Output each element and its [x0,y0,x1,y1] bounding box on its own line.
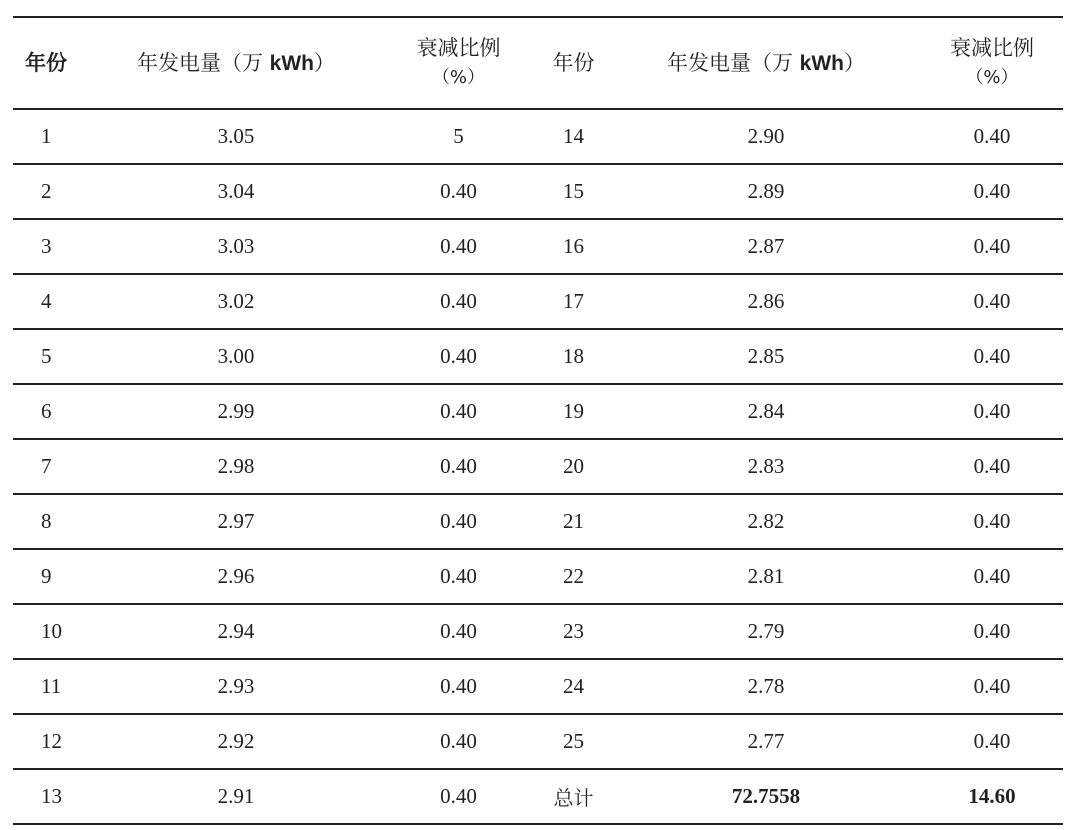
table-row [13,769,1063,824]
year-a-cell: 3 [13,219,91,274]
power-a-cell: 2.98 [91,439,381,494]
power-b-cell: 2.86 [611,274,921,329]
year-b-cell: 18 [536,329,611,384]
year-b-cell: 19 [536,384,611,439]
decay-a-cell: 0.40 [381,439,536,494]
year-a-cell: 9 [13,549,91,604]
power-b-cell: 2.78 [611,659,921,714]
power-a-cell: 3.03 [91,219,381,274]
power-a-cell: 2.96 [91,549,381,604]
year-b-cell: 22 [536,549,611,604]
year-a-cell: 6 [13,384,91,439]
year-b-cell: 20 [536,439,611,494]
table-row [13,329,1063,384]
power-b-cell: 2.84 [611,384,921,439]
power-b-cell: 2.89 [611,164,921,219]
header-power-a-suffix: ） [314,50,335,75]
power-b-cell: 2.85 [611,329,921,384]
header-decay-b-line2: （%） [965,67,1019,88]
header-decay-a-line2: （%） [431,67,486,88]
power-b-cell: 2.87 [611,219,921,274]
decay-b-cell: 0.40 [921,274,1063,329]
decay-a-cell: 0.40 [381,549,536,604]
decay-b-cell: 0.40 [921,604,1063,659]
decay-b-cell: 0.40 [921,659,1063,714]
table-row [13,439,1063,494]
power-a-cell: 2.92 [91,714,381,769]
header-power-b-unit: kWh [799,51,844,75]
table-header [13,17,1063,109]
decay-b-cell: 0.40 [921,329,1063,384]
year-b-cell: 21 [536,494,611,549]
power-a-cell: 3.02 [91,274,381,329]
header-power-b [611,17,921,109]
year-a-cell: 10 [13,604,91,659]
decay-b-cell: 0.40 [921,219,1063,274]
power-generation-table [13,16,1063,825]
decay-a-cell: 0.40 [381,714,536,769]
power-b-cell: 72.7558 [611,769,921,824]
decay-a-cell: 5 [381,109,536,164]
power-b-cell: 2.90 [611,109,921,164]
table-row [13,494,1063,549]
power-b-cell: 2.79 [611,604,921,659]
header-decay-b [921,17,1063,109]
decay-b-cell: 0.40 [921,439,1063,494]
power-a-cell: 2.99 [91,384,381,439]
decay-b-cell: 0.40 [921,494,1063,549]
year-a-cell: 13 [13,769,91,824]
table-row [13,549,1063,604]
table-row [13,109,1063,164]
header-decay-a-line1: 衰减比例 [416,36,501,60]
header-decay-a [381,17,536,109]
decay-b-cell: 0.40 [921,549,1063,604]
table-row [13,714,1063,769]
table-row [13,219,1063,274]
decay-a-cell: 0.40 [381,329,536,384]
power-b-cell: 2.82 [611,494,921,549]
year-b-cell: 25 [536,714,611,769]
table-row [13,274,1063,329]
header-year-b: 年份 [536,17,611,109]
power-b-cell: 2.83 [611,439,921,494]
year-a-cell: 4 [13,274,91,329]
power-a-cell: 2.97 [91,494,381,549]
header-row [13,17,1063,109]
decay-a-cell: 0.40 [381,384,536,439]
power-a-cell: 3.00 [91,329,381,384]
year-a-cell: 8 [13,494,91,549]
header-power-b-prefix: 年发电量（万 [666,50,800,75]
year-b-cell: 15 [536,164,611,219]
year-a-cell: 1 [13,109,91,164]
header-year-a: 年份 [13,17,91,109]
decay-b-cell: 0.40 [921,714,1063,769]
power-b-cell: 2.77 [611,714,921,769]
decay-a-cell: 0.40 [381,164,536,219]
year-a-cell: 12 [13,714,91,769]
table-row [13,604,1063,659]
decay-b-cell: 0.40 [921,384,1063,439]
decay-a-cell: 0.40 [381,769,536,824]
year-b-cell: 17 [536,274,611,329]
power-a-cell: 2.93 [91,659,381,714]
header-power-a-unit: kWh [269,51,314,75]
header-power-a [91,17,381,109]
decay-b-cell: 0.40 [921,164,1063,219]
power-a-cell: 3.05 [91,109,381,164]
table-row [13,659,1063,714]
year-a-cell: 2 [13,164,91,219]
header-decay-b-line1: 衰减比例 [950,36,1034,60]
decay-a-cell: 0.40 [381,604,536,659]
table-row [13,384,1063,439]
decay-b-cell: 0.40 [921,109,1063,164]
year-a-cell: 7 [13,439,91,494]
decay-a-cell: 0.40 [381,659,536,714]
year-b-cell: 16 [536,219,611,274]
power-a-cell: 2.91 [91,769,381,824]
year-a-cell: 5 [13,329,91,384]
year-b-cell: 24 [536,659,611,714]
power-a-cell: 3.04 [91,164,381,219]
decay-b-cell: 14.60 [921,769,1063,824]
header-power-b-suffix: ） [844,50,865,75]
year-b-cell: 23 [536,604,611,659]
decay-a-cell: 0.40 [381,219,536,274]
power-b-cell: 2.81 [611,549,921,604]
table-body [13,109,1063,824]
header-power-a-prefix: 年发电量（万 [136,50,270,75]
table-row [13,164,1063,219]
year-b-cell: 14 [536,109,611,164]
decay-a-cell: 0.40 [381,494,536,549]
year-b-cell: 总计 [536,769,611,824]
power-generation-table-container [13,16,1063,825]
power-a-cell: 2.94 [91,604,381,659]
year-a-cell: 11 [13,659,91,714]
decay-a-cell: 0.40 [381,274,536,329]
